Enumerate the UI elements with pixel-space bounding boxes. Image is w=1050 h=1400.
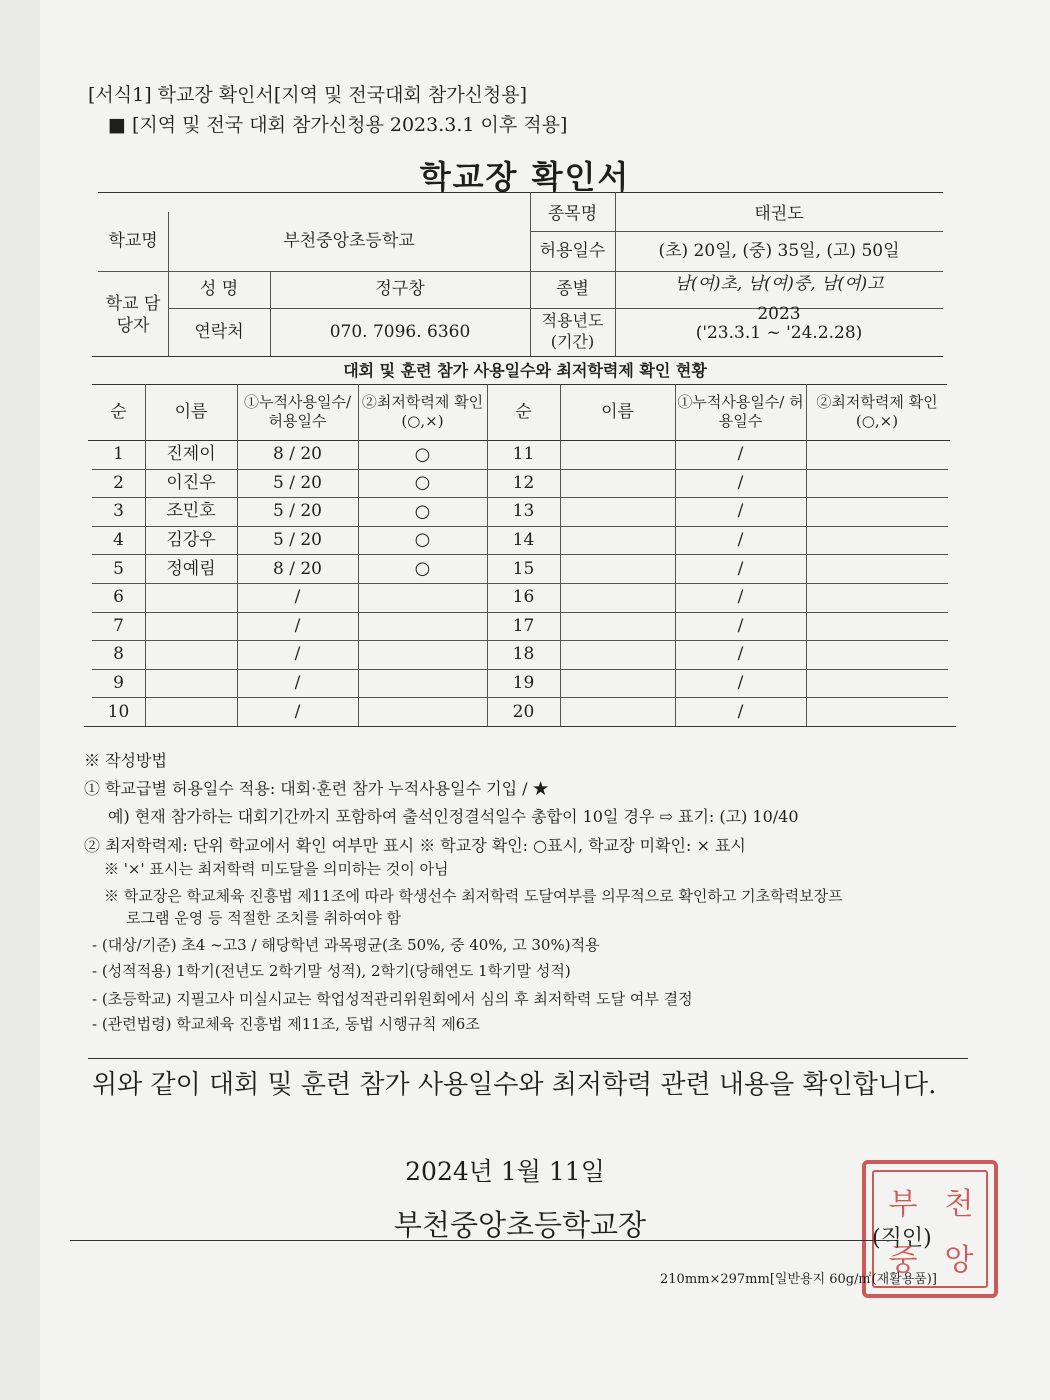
col-header-days-2: ①누적사용일수/ 허용일수 (677, 392, 804, 430)
col-header-name: 이름 (174, 401, 208, 422)
table-cell-days: 5 / 20 (273, 501, 322, 522)
table-cell-check (806, 554, 948, 583)
seal-label: (직인) (872, 1226, 932, 1251)
table-cell-days: / (294, 644, 301, 665)
table-cell-days: / (737, 615, 744, 636)
apply-label: ■ [지역 및 전국 대회 참가신청용 2023.3.1 이후 적용] (108, 114, 568, 136)
table-cell-check (358, 612, 487, 641)
paper-spec: 210mm×297mm[일반용지 60g/㎡(재활용품)] (660, 1272, 937, 1287)
table-cell-no: 13 (512, 501, 535, 522)
table-cell-no: 19 (512, 673, 535, 694)
page-title: 학교장 확인서 (419, 158, 631, 196)
col-header-check-2: ②최저학력제 확인(○,×) (816, 392, 938, 430)
table-cell-name: 김강우 (166, 530, 216, 551)
table-cell-no: 11 (512, 444, 535, 465)
allowed-days-value: (초) 20일, (중) 35일, (고) 50일 (658, 240, 900, 261)
table-cell-name (560, 612, 675, 641)
instruction-1-example: 예) 현재 참가하는 대회기간까지 포함하여 출석인정결석일수 총합이 10일 경우 ⇨ 표기: (고) 10/40 (108, 807, 799, 826)
table-cell-name: 정예림 (166, 558, 216, 579)
col-header-name-2: 이름 (601, 401, 634, 422)
table-cell-check (806, 640, 948, 669)
table-cell-no: 7 (113, 615, 124, 636)
col-header-check: ②최저학력제 확인(○,×) (361, 392, 484, 430)
table-cell-no: 16 (512, 587, 535, 608)
table-cell-name (145, 669, 237, 698)
table-cell-days: 8 / 20 (273, 558, 322, 579)
table-cell-days: 8 / 20 (273, 444, 322, 465)
instruction-2: ② 최저학력제: 단위 학교에서 확인 여부만 표시 ※ 학교장 확인: ○표시, 학교장 미확인: × 표시 (84, 836, 746, 855)
table-cell-days: 5 / 20 (273, 530, 322, 551)
event-value: 태권도 (754, 203, 804, 224)
table-cell-days: / (294, 587, 301, 608)
table-cell-no: 6 (113, 587, 124, 608)
table-cell-check: ○ (414, 557, 431, 579)
confirmation-text: 위와 같이 대회 및 훈련 참가 사용일수와 최저학력 관련 내용을 확인합니다. (92, 1070, 937, 1100)
table-cell-check (806, 469, 948, 498)
table-cell-days: / (737, 701, 744, 722)
table-cell-name: 조민호 (166, 501, 216, 522)
instruction-2-note-2-cont: 로그램 운영 등 적절한 조치를 취하여야 함 (126, 909, 401, 927)
table-cell-days: 5 / 20 (273, 472, 322, 493)
school-name-label: 학교명 (108, 231, 158, 252)
table-cell-days: / (294, 701, 301, 722)
table-cell-check (358, 697, 487, 726)
manager-name-label: 성 명 (199, 279, 239, 300)
table-cell-check (358, 640, 487, 669)
footer-divider (70, 1240, 890, 1241)
table-cell-check (806, 612, 948, 641)
table-cell-name (145, 697, 237, 726)
table-cell-name (145, 640, 237, 669)
table-cell-check: ○ (414, 500, 431, 522)
table-cell-days: / (737, 530, 744, 551)
category-value: 남(여)초, 남(여)중, 남(여)고 (674, 274, 884, 295)
allowed-days-label: 허용일수 (539, 240, 606, 261)
instruction-1: ① 학교급별 허용일수 적용: 대회·훈련 참가 누적사용일수 기입 / ★ (84, 779, 549, 798)
table-cell-no: 12 (512, 472, 535, 493)
instruction-2-note-2: ※ 학교장은 학교체육 진흥법 제11조에 따라 학생선수 최저학력 도달여부를 의무적으로 확인하고 기초학력보장프 (104, 887, 843, 905)
col-header-days: ①누적사용일수/ 허용일수 (244, 392, 351, 430)
table-title: 대회 및 훈련 참가 사용일수와 최저학력제 확인 현황 (343, 361, 707, 380)
table-cell-name (145, 583, 237, 612)
table-cell-no: 9 (113, 673, 124, 694)
period-value: ('23.3.1 ~ '24.2.28) (695, 322, 863, 343)
table-cell-days: / (737, 558, 744, 579)
table-cell-name (560, 526, 675, 555)
table-cell-check (806, 669, 948, 698)
col-header-no-2: 순 (515, 401, 532, 422)
table-cell-no: 18 (512, 644, 535, 665)
table-cell-name: 진제이 (166, 444, 216, 465)
table-cell-days: / (294, 615, 301, 636)
contact-label: 연락처 (194, 321, 244, 342)
seal-glyph: 천 (944, 1187, 974, 1222)
table-cell-check (806, 440, 948, 469)
table-cell-check (358, 583, 487, 612)
table-cell-days: / (737, 587, 744, 608)
table-cell-no: 4 (113, 530, 124, 551)
table-cell-no: 1 (113, 444, 124, 465)
table-cell-days: / (737, 644, 744, 665)
table-cell-check (806, 697, 948, 726)
table-cell-name (560, 640, 675, 669)
table-cell-days: / (294, 673, 301, 694)
table-cell-name (560, 497, 675, 526)
category-label: 종별 (556, 279, 589, 300)
table-cell-name (560, 469, 675, 498)
event-label: 종목명 (547, 203, 598, 224)
table-cell-no: 2 (113, 472, 124, 493)
table-cell-check (806, 497, 948, 526)
table-cell-no: 14 (512, 530, 535, 551)
table-cell-check: ○ (414, 472, 431, 494)
table-cell-check (358, 669, 487, 698)
table-cell-name (560, 440, 675, 469)
detail-law: - (관련법령) 학교체육 진흥법 제11조, 동법 시행규칙 제6조 (92, 1015, 480, 1033)
table-cell-no: 20 (512, 701, 535, 722)
table-cell-name (560, 669, 675, 698)
table-cell-check (806, 526, 948, 555)
table-cell-check (806, 583, 948, 612)
detail-elementary: - (초등학교) 지필고사 미실시교는 학업성적관리위원회에서 심의 후 최저학력 도달 여부 결정 (92, 990, 693, 1008)
divider (88, 1058, 968, 1059)
table-cell-days: / (737, 501, 744, 522)
table-cell-check: ○ (414, 443, 431, 465)
table-cell-name (145, 612, 237, 641)
table-cell-name (560, 554, 675, 583)
instruction-2-note-1: ※ '×' 표시는 최저학력 미도달을 의미하는 것이 아님 (104, 860, 449, 878)
col-header-no: 순 (110, 401, 127, 422)
table-cell-no: 3 (113, 501, 124, 522)
detail-grades: - (성적적용) 1학기(전년도 2학기말 성적), 2학기(당해연도 1학기말 성적) (92, 962, 571, 980)
year-value: 2023 (757, 303, 801, 324)
table-cell-name (560, 583, 675, 612)
form-label: [서식1] 학교장 확인서[지역 및 전국대회 참가신청용] (88, 84, 528, 106)
table-cell-days: / (737, 472, 744, 493)
table-cell-no: 17 (512, 615, 535, 636)
seal-glyph: 부 (888, 1187, 918, 1222)
school-name-value: 부천중앙초등학교 (283, 231, 415, 252)
table-cell-days: / (737, 444, 744, 465)
table-cell-no: 10 (107, 701, 130, 722)
detail-target: - (대상/기준) 초4 ~고3 / 해당학년 과목평균(초 50%, 중 40%, 고 30%)적용 (92, 936, 600, 954)
issue-date: 2024년 1월 11일 (405, 1157, 605, 1186)
table-cell-check: ○ (414, 529, 431, 551)
manager-label: 학교 담당자 (105, 293, 161, 336)
principal-name: 부천중앙초등학교장 (393, 1208, 647, 1242)
contact-value: 070. 7096. 6360 (329, 321, 471, 342)
period-label: 적용년도 (기간) (541, 311, 604, 351)
table-cell-name (560, 697, 675, 726)
manager-name-value: 정구창 (375, 279, 425, 300)
table-cell-no: 5 (113, 558, 124, 579)
table-cell-days: / (737, 673, 744, 694)
seal-glyph: 중 (888, 1243, 918, 1278)
table-cell-no: 8 (113, 644, 124, 665)
table-cell-name: 이진우 (166, 472, 216, 493)
instructions-heading: ※ 작성방법 (84, 751, 167, 770)
seal-glyph: 앙 (944, 1243, 974, 1278)
table-cell-no: 15 (512, 558, 535, 579)
